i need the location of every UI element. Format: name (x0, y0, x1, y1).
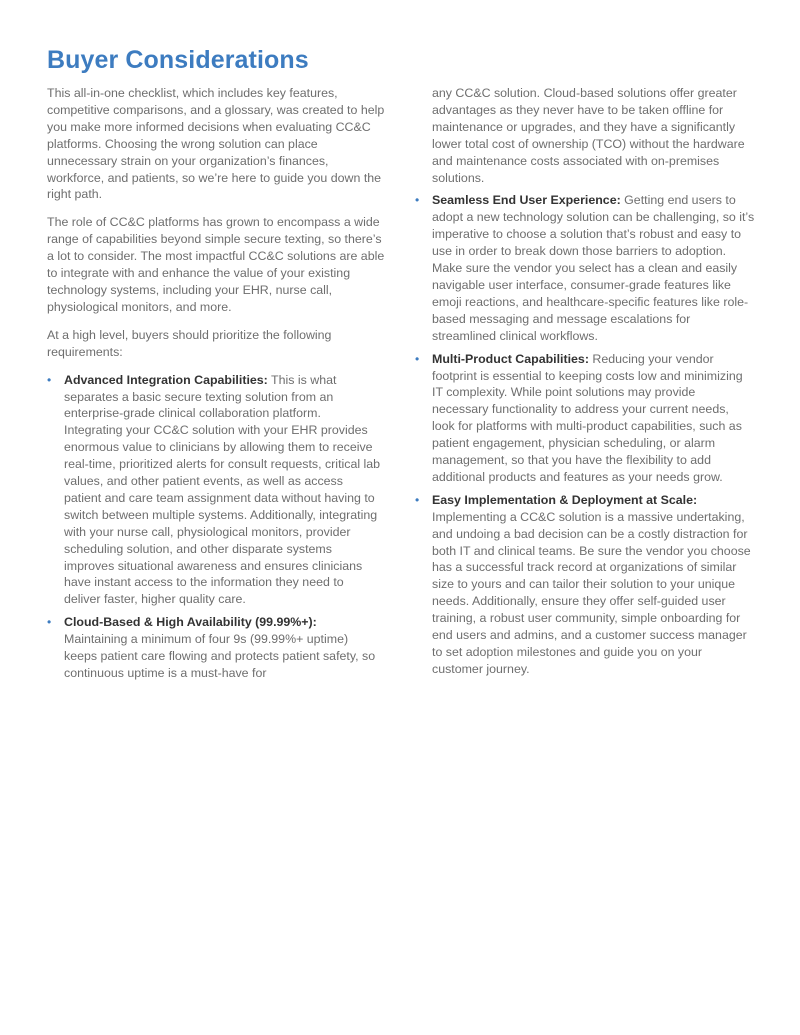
item-description: Reducing your vendor footprint is essential to keeping costs low and minimizing IT complexity. While point solutions may provide necessary functionality to address your current needs, look for platforms with multi-product capabilities, such as patient engagement, physician scheduling, or alarm management, so that you have the flexibility to add additional products and features as your needs grow. (432, 351, 743, 484)
item-term: Multi-Product Capabilities: (432, 351, 589, 366)
intro-paragraph-2: The role of CC&C platforms has grown to encompass a wide range of capabilities beyond simple secure texting, so there’s a lot to consider. The most impactful CC&C solutions are able to integrate with and enhance the value of your existing technology systems, including your EHR, nurse call, physiological monitors, and more. (47, 215, 385, 314)
item-term: Easy Implementation & Deployment at Scale: (432, 492, 698, 507)
intro-paragraph-3: At a high level, buyers should prioritize the following requirements: (47, 327, 332, 359)
list-item-advanced-integration (47, 372, 382, 609)
right-column (415, 85, 760, 684)
item-description: Getting end users to adopt a new technology solution can be challenging, so it’s imperative to choose a solution that’s robust and easy to use in order to break down those barriers to adoption. Make sure the vendor you select has a clean and easily navigable user interface, consumer-grade features like emoji reactions, and healthcare-specific features like role-based messaging and message escalations for streamlined clinical workflows. (432, 193, 755, 343)
item-description: Implementing a CC&C solution is a massive undertaking, and undoing a bad decision can be a costly distraction for both IT and clinical teams. Be sure the vendor you choose has a successful track record at organizations of similar size to yours and can tailor their solution to your unique needs. Additionally, ensure they offer self-guided user training, a robust user community, simple onboarding for end users and admins, and a customer success manager to set adoption milestones and guide you on your customer journey. (432, 509, 751, 676)
continued-description: any CC&C solution. Cloud-based solutions offer greater advantages as they never have to be taken offline for maintenance or upgrades, and they have a significantly lower total cost of ownership (TCO) without the hardware and maintenance costs associated with on-premises solutions. (432, 86, 745, 185)
left-column (47, 85, 392, 688)
item-description: This is what separates a basic secure texting solution from an enterprise-grade clinical collaboration platform. Integrating your CC&C solution with your EHR provides enormous value to clinicians by allowing them to receive real-time, prioritized alerts for consult requests, critical lab values, and other patient events, as well as access patient and care team assignment data without having to switch between multiple systems. Additionally, integrating with your nurse call, physiological monitors, provider scheduling solution, and other disparate systems improves situational awareness and ensures clinicians have instant access to the information they need to deliver faster, higher quality care. (64, 372, 381, 607)
page-title: Buyer Considerations (47, 46, 309, 74)
bullet-icon: • (415, 492, 420, 507)
list-item-cloud-based (47, 614, 382, 682)
requirements-list-left (47, 372, 392, 682)
bullet-icon: • (415, 351, 420, 366)
cloud-based-continuation (415, 85, 760, 186)
list-item-seamless-experience (415, 192, 755, 344)
item-description: Maintaining a minimum of four 9s (99.99%+ uptime) keeps patient care flowing and protects patient safety, so continuous uptime is a must-have for (64, 632, 376, 680)
item-term: Seamless End User Experience: (432, 193, 621, 208)
item-term: Advanced Integration Capabilities: (64, 372, 268, 387)
requirements-list-right (415, 192, 760, 677)
bullet-icon: • (47, 372, 52, 387)
list-item-easy-implementation (415, 492, 755, 678)
bullet-icon: • (47, 615, 52, 630)
item-term: Cloud-Based & High Availability (99.99%+): (64, 615, 317, 630)
bullet-icon: • (415, 193, 420, 208)
list-item-multi-product (415, 351, 755, 486)
intro-paragraph-1: This all-in-one checklist, which includes key features, competitive comparisons, and a glossary, was created to help you make more informed decisions when evaluating CC&C platforms. Choosing the wrong solution can place unnecessary strain on your organization’s finances, workforce, and patients, so we’re here to guide you down the right path. (47, 86, 385, 202)
